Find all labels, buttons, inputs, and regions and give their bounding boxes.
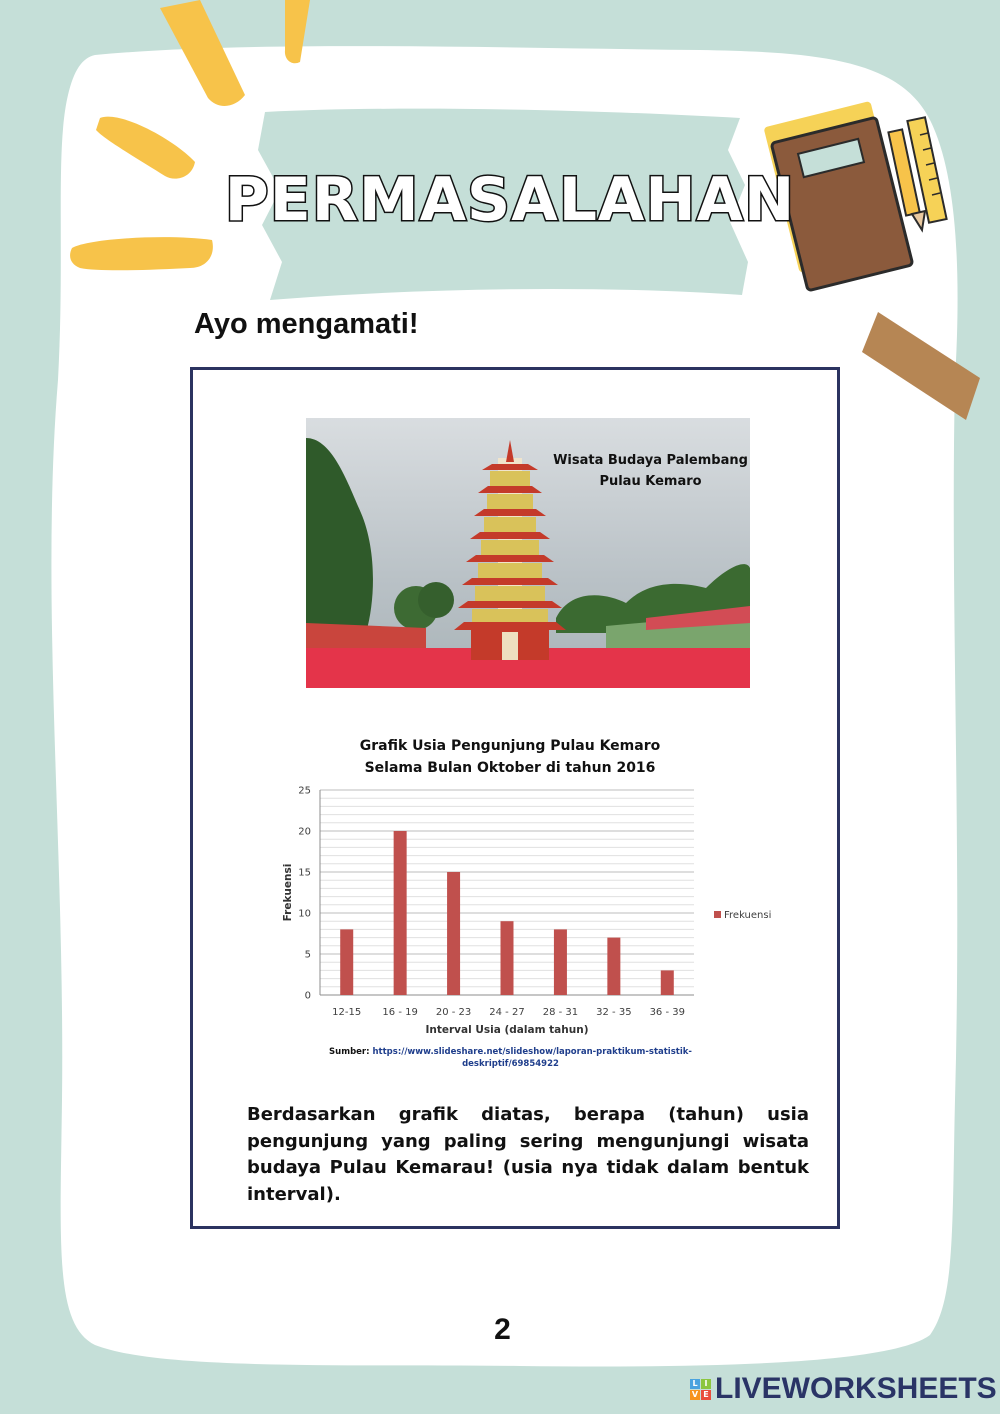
x-axis-label: Interval Usia (dalam tahun) (425, 1024, 589, 1036)
chart-title-line1: Grafik Usia Pengunjung Pulau Kemaro (359, 738, 661, 754)
logo-letter: V (691, 1389, 699, 1399)
y-tick-label: 15 (298, 867, 311, 879)
chart-title-line2: Selama Bulan Oktober di tahun 2016 (364, 760, 656, 776)
y-tick-label: 20 (298, 826, 311, 838)
bar-chart (276, 778, 776, 1043)
legend-swatch (714, 911, 721, 918)
legend-label: Frekuensi (724, 910, 772, 921)
photo-caption-line1: Wisata Budaya Palembang (553, 453, 748, 468)
y-tick-label: 25 (298, 785, 311, 797)
chart-title (300, 735, 720, 779)
logo-letter: I (701, 1379, 711, 1389)
bar (340, 929, 353, 995)
bar (607, 938, 620, 995)
source-link-line1[interactable]: https://www.slideshare.net/slideshow/laporan-praktikum-statistik- (372, 1047, 692, 1057)
bar (447, 872, 460, 995)
liveworksheets-brand (690, 1372, 997, 1406)
page-title: PERMASALAHAN (224, 165, 796, 235)
logo-letter: L (690, 1379, 700, 1389)
x-tick-label: 36 - 39 (649, 1007, 685, 1018)
question-text: Berdasarkan grafik diatas, berapa (tahun) usia pengunjung yang paling sering mengunjungi wisata budaya Pulau Kemarau! (usia nya tidak dalam bentuk interval). (247, 1104, 809, 1205)
x-tick-label: 12-15 (332, 1007, 362, 1018)
source-link-line2[interactable]: deskriptif/69854922 (462, 1059, 559, 1069)
section-subtitle: Ayo mengamati! (194, 308, 419, 340)
x-tick-label: 16 - 19 (382, 1007, 418, 1018)
x-tick-label: 28 - 31 (542, 1007, 579, 1018)
y-tick-label: 0 (304, 990, 311, 1002)
brand-text: LIVEWORKSHEETS (715, 1372, 997, 1405)
bar (661, 970, 674, 995)
photo-caption-line2: Pulau Kemaro (599, 474, 702, 489)
photo-caption (548, 450, 753, 492)
bar (501, 921, 514, 995)
y-tick-label: 5 (304, 949, 311, 961)
y-tick-label: 10 (298, 908, 311, 920)
y-axis-label: Frekuensi (282, 863, 294, 922)
x-tick-label: 24 - 27 (489, 1007, 525, 1018)
source-label: Sumber: (329, 1047, 370, 1057)
x-tick-label: 32 - 35 (596, 1007, 632, 1018)
page-number: 2 (494, 1313, 511, 1346)
bar (554, 929, 567, 995)
liveworksheets-logo-icon (690, 1379, 711, 1400)
x-tick-label: 20 - 23 (435, 1007, 472, 1018)
bar (394, 831, 407, 995)
logo-letter: E (701, 1390, 711, 1400)
source-citation (318, 1046, 703, 1070)
